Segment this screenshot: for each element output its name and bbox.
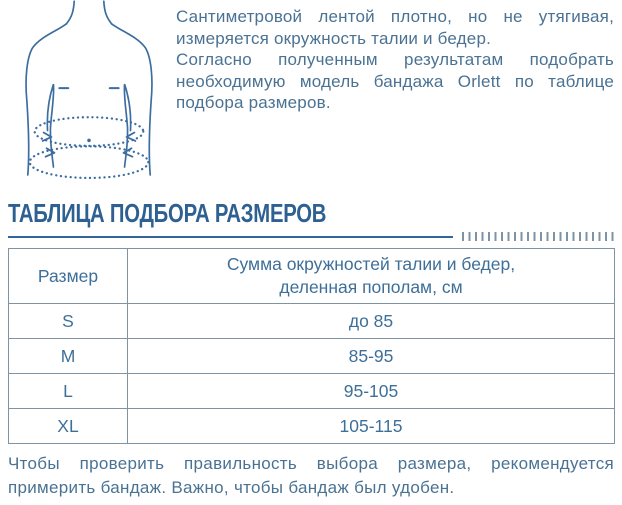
table-row — [9, 409, 615, 444]
table-row — [9, 339, 615, 374]
heading-rule-ticks — [462, 232, 614, 241]
footer-note: Чтобы проверить правильность выбора размера, рекомендуется примерить бандаж. Важно, чтобы бандаж был удобен. — [8, 454, 614, 497]
section-header — [8, 198, 614, 241]
section-title: ТАБЛИЦА ПОДБОРА РАЗМЕРОВ — [8, 198, 327, 228]
hip-measure-ellipse — [30, 146, 149, 178]
header-measure-line1: Сумма окружностей талии и бедер, — [226, 254, 516, 274]
size-cell: XL — [9, 409, 128, 444]
footer-note-block — [8, 452, 614, 499]
table-header-row — [9, 249, 615, 304]
torso-measurement-illustration — [10, 0, 168, 190]
size-cell: M — [9, 339, 128, 374]
intro-paragraph-2: Согласно полученным результатам подобрать необходимую модель бандажа Orlett по таблице подбора размеров. — [176, 50, 614, 112]
table-row — [9, 304, 615, 339]
intro-text-block — [176, 6, 614, 114]
heading-rule — [8, 232, 614, 241]
size-cell: L — [9, 374, 128, 409]
navel-dot — [87, 139, 91, 143]
value-cell: 105-115 — [128, 409, 615, 444]
value-cell: 85-95 — [128, 339, 615, 374]
value-cell: 95-105 — [128, 374, 615, 409]
body-outline — [26, 1, 152, 175]
intro-paragraph-1: Сантиметровой лентой плотно, но не утягивая, измеряется окружность талии и бедер. — [176, 7, 614, 48]
header-measure-line2: деленная пополам, см — [279, 277, 463, 297]
value-cell: до 85 — [128, 304, 615, 339]
measure-arrowheads — [43, 133, 136, 157]
header-cell-measure — [128, 249, 615, 304]
size-selection-table — [8, 248, 615, 444]
heading-rule-line — [8, 236, 453, 238]
table-row — [9, 374, 615, 409]
size-cell: S — [9, 304, 128, 339]
header-cell-size: Размер — [9, 249, 128, 304]
